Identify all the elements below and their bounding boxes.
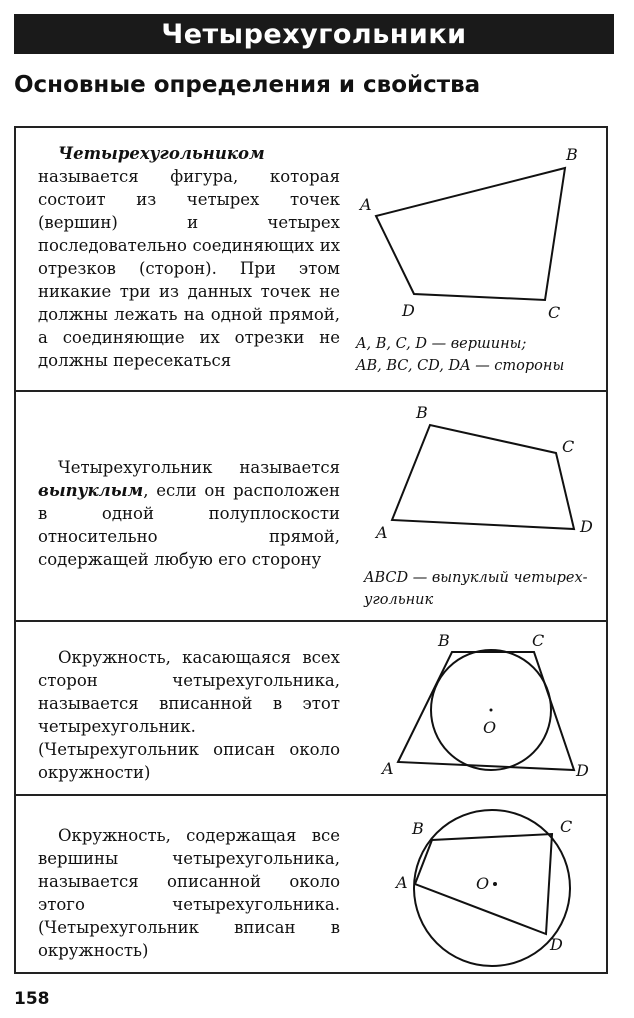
vertex-label-a: A bbox=[382, 759, 394, 778]
definition-body: , если он расположен в одной полуплоскости относительно прямой, содержащей любую его сторону bbox=[38, 481, 340, 569]
definition-row-circumscribed-circle bbox=[16, 796, 606, 972]
definition-text bbox=[38, 142, 340, 372]
page-number: 158 bbox=[14, 989, 50, 1009]
circle-center-point bbox=[490, 709, 493, 712]
vertex-label-a: A bbox=[396, 873, 408, 892]
chapter-title: Четырехугольники bbox=[161, 18, 467, 50]
definitions-table bbox=[14, 126, 608, 974]
inscribed-circle-figure bbox=[352, 622, 608, 794]
convex-quadrilateral-figure bbox=[352, 392, 608, 620]
definition-row-convex bbox=[16, 392, 606, 622]
definition-text bbox=[38, 456, 340, 571]
definition-row-inscribed-circle bbox=[16, 622, 606, 796]
vertex-label-b: B bbox=[438, 631, 450, 650]
center-label-o: O bbox=[483, 718, 497, 737]
circle-center-point bbox=[493, 882, 497, 886]
section-title: Основные определения и свойства bbox=[14, 72, 481, 98]
figure-caption-line2: угольник bbox=[364, 592, 434, 608]
definition-body: называется фигура, которая состоит из четырех точек (вершин) и четырех последовательно соединяющих их отрезков (сторон). При этом никакие три из данных точек не должны лежать на одной прямой, а соединяющие их отрезки не должны пересекаться bbox=[38, 167, 340, 370]
vertex-label-d: D bbox=[402, 301, 415, 320]
vertex-label-c: C bbox=[562, 437, 575, 456]
definition-body: Окружность, содержащая все вершины четырехугольника, называется описанной около этого четырехугольника. (Четырехугольник вписан в окружность) bbox=[38, 826, 340, 960]
chapter-banner bbox=[14, 14, 614, 54]
figure-caption-line2: AB, BC, CD, DA — стороны bbox=[356, 358, 565, 374]
defined-term: выпуклым bbox=[38, 481, 144, 500]
vertex-label-c: C bbox=[532, 631, 545, 650]
definition-text bbox=[38, 824, 340, 962]
circumscribed-circle-figure bbox=[352, 796, 608, 970]
vertex-label-d: D bbox=[550, 935, 563, 954]
vertex-label-d: D bbox=[576, 761, 589, 780]
vertex-label-b: B bbox=[566, 145, 578, 164]
vertex-label-d: D bbox=[580, 517, 593, 536]
vertex-label-b: B bbox=[416, 403, 428, 422]
quadrilateral-figure bbox=[352, 128, 608, 390]
vertex-label-c: C bbox=[560, 817, 573, 836]
definition-lead: Четырехугольник называется bbox=[58, 458, 340, 477]
vertex-label-c: C bbox=[548, 303, 561, 322]
vertex-label-a: A bbox=[360, 195, 372, 214]
quadrilateral-shape bbox=[376, 168, 565, 300]
vertex-label-b: B bbox=[412, 819, 424, 838]
vertex-label-a: A bbox=[376, 523, 388, 542]
defined-term: Четырехугольником bbox=[58, 144, 265, 163]
figure-caption-line1: A, B, C, D — вершины; bbox=[356, 336, 527, 352]
tangential-quadrilateral-shape bbox=[398, 652, 574, 770]
definition-body: Окружность, касающаяся всех сторон четырехугольника, называется вписанной в этот четырехугольник. (Четырехугольник описан около окружности) bbox=[38, 648, 340, 782]
convex-quadrilateral-shape bbox=[392, 425, 574, 529]
definition-text bbox=[38, 646, 340, 784]
center-label-o: O bbox=[476, 874, 490, 893]
figure-caption-line1: ABCD — выпуклый четырех- bbox=[364, 570, 588, 586]
definition-row-quadrilateral bbox=[16, 128, 606, 392]
